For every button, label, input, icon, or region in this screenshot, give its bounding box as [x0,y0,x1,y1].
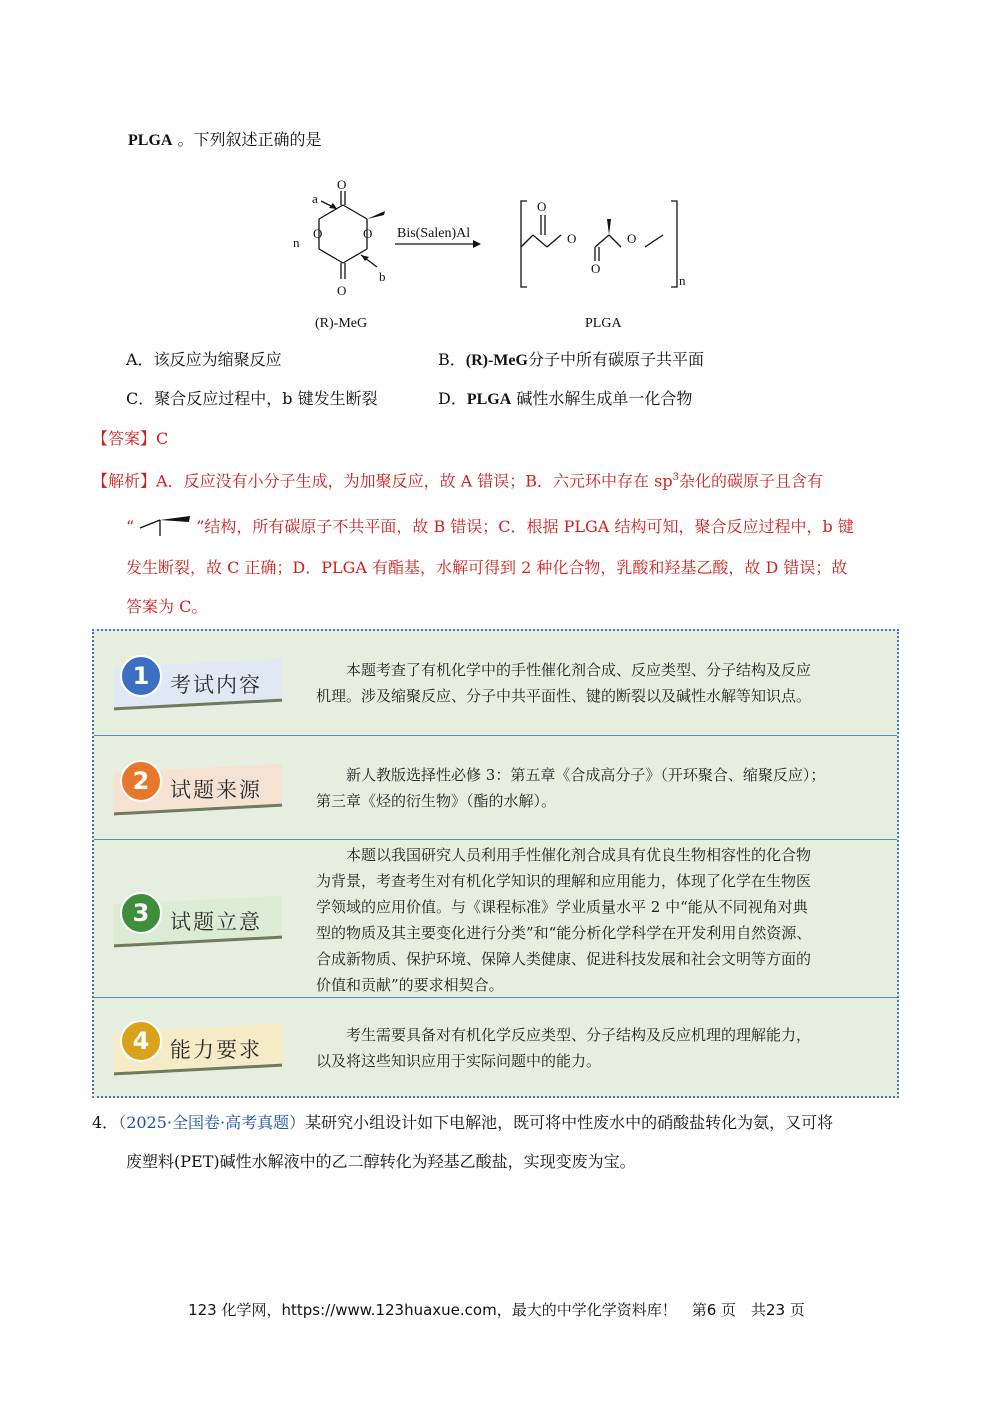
row-text-line: 型的物质及其主要变化进行分类”和“能分析化学科学在开发利用自然资源、 [316,924,812,942]
row-text-line: 价值和贡献”的要求相契合。 [316,976,504,994]
row-text-line: 本题考查了有机化学中的手性催化剂合成、反应类型、分子结构及反应 [316,661,812,679]
ring-oxygen-left: O [313,226,323,241]
row-text-line: 考生需要具备对有机化学反应类型、分子结构及反应机理的理解能力， [316,1026,812,1044]
reaction-scheme [285,175,705,335]
question-4-line-1 [92,1113,833,1133]
question-number: 4． [92,1113,119,1132]
analysis-line-4 [126,597,207,617]
reactant-name: (R)-MeG [315,316,368,331]
row-text [316,657,888,709]
question-text-2: 废塑料(PET)碱性水解液中的乙二醇转化为羟基乙酸盐，实现变废为宝。 [126,1152,636,1171]
product-name: PLGA [585,316,622,331]
commentary-row-intent [94,839,897,998]
badge-number: 2 [120,760,162,802]
isopropyl-fragment-icon [134,512,196,538]
badge-intent [114,892,284,944]
answer-line [92,429,168,449]
answer-value: C [156,429,169,448]
badge-label: 考试内容 [170,673,262,697]
badge-source [114,760,284,812]
analysis-text-1b: 杂化的碳原子且含有 [678,471,823,491]
option-b [438,350,704,371]
commentary-row-ability [94,997,897,1097]
polymer-oxygen-1: O [537,199,547,214]
row-text [316,1022,888,1074]
commentary-box [92,629,899,1098]
row-text-line: 新人教版选择性必修 3：第五章《合成高分子》（开环聚合、缩聚反应）； [316,766,826,784]
option-d [438,389,692,410]
option-b-letter: B． [438,350,466,369]
row-text-line: 学领域的应用价值。与《课程标准》学业质量水平 2 中“能从不同视角对典 [316,898,808,916]
ring-oxygen-bottom: O [337,283,347,298]
analysis-line-3 [126,558,847,578]
question-4-line-2 [126,1152,636,1172]
plga-term: PLGA [128,132,173,149]
analysis-text-1: A．反应没有小分子生成，为加聚反应，故 A 错误；B．六元环中存在 sp [156,471,673,491]
question-source: （2025·全国卷·高考真题） [118,1113,306,1132]
analysis-text-3: 发生断裂，故 C 正确；D．PLGA 有酯基，水解可得到 2 种化合物，乳酸和羟基乙酸，故 D 错误；故 [126,558,848,577]
ring-oxygen-right: O [363,226,373,241]
analysis-label: 【解析】 [92,471,157,491]
analysis-quote-open: “ [126,517,135,536]
ring-oxygen-top: O [337,177,347,192]
row-text-line: 机理。涉及缩聚反应、分子中共平面性、键的断裂以及碱性水解等知识点。 [316,687,812,705]
analysis-text-4: 答案为 C。 [126,597,208,616]
reaction-scheme-drawing [285,175,705,335]
option-b-term: (R)-MeG [465,352,528,369]
option-a-text: 该反应为缩聚反应 [153,350,282,369]
analysis-text-2: ”结构，所有碳原子不共平面，故 B 错误；C．根据 PLGA 结构可知，聚合反应过程中，b 键 [196,517,854,536]
badge-label: 试题立意 [170,910,262,934]
bond-label-b: b [379,269,386,284]
analysis-superscript: 3 [672,472,679,483]
option-c [126,389,378,409]
monomer-count: n [293,235,300,250]
question-intro [128,130,322,151]
badge-number: 1 [120,655,162,697]
row-text [316,842,888,998]
polymer-oxygen-3: O [591,261,601,276]
page-footer: 123 化学网，https://www.123huaxue.com，最大的中学化学资料库！ 第6 页 共23 页 [188,1301,805,1319]
badge-exam-content [114,655,284,707]
analysis-line-1 [92,468,823,491]
badge-ability [114,1020,284,1072]
option-a [126,350,282,370]
option-b-text: 分子中所有碳原子共平面 [527,350,704,369]
option-a-letter: A． [126,350,154,369]
option-d-letter: D． [438,389,467,408]
commentary-row-exam-content [94,631,897,735]
row-text-line: 为背景，考查考生对有机化学知识的理解和应用能力，体现了化学在生物医 [316,872,812,890]
repeat-count: n [679,273,686,288]
option-c-text: 聚合反应过程中，b 键发生断裂 [154,389,378,408]
polymer-oxygen-4: O [627,231,637,246]
intro-text: 。下列叙述正确的是 [177,130,322,149]
question-text-1: 某研究小组设计如下电解池，既可将中性废水中的硝酸盐转化为氨，又可将 [305,1113,834,1132]
catalyst-label: Bis(Salen)Al [397,226,471,241]
commentary-row-source [94,735,897,840]
badge-number: 3 [120,892,162,934]
row-text [316,762,888,814]
row-text-line: 以及将这些知识应用于实际问题中的能力。 [316,1052,602,1070]
analysis-line-2 [126,512,854,538]
bond-label-a: a [312,191,318,206]
answer-label: 【答案】 [92,429,157,448]
badge-label: 能力要求 [170,1038,262,1062]
badge-number: 4 [120,1020,162,1062]
option-d-text: 碱性水解生成单一化合物 [516,389,693,408]
polymer-oxygen-2: O [567,231,577,246]
row-text-line: 第三章《烃的衍生物》（酯的水解）。 [316,792,557,810]
option-c-letter: C． [126,389,155,408]
option-d-term: PLGA [466,391,512,408]
row-text-line: 合成新物质、保护环境、保障人类健康、促进科技发展和社会文明等方面的 [316,950,812,968]
row-text-line: 本题以我国研究人员利用手性催化剂合成具有优良生物相容性的化合物 [316,846,812,864]
badge-label: 试题来源 [170,778,262,802]
